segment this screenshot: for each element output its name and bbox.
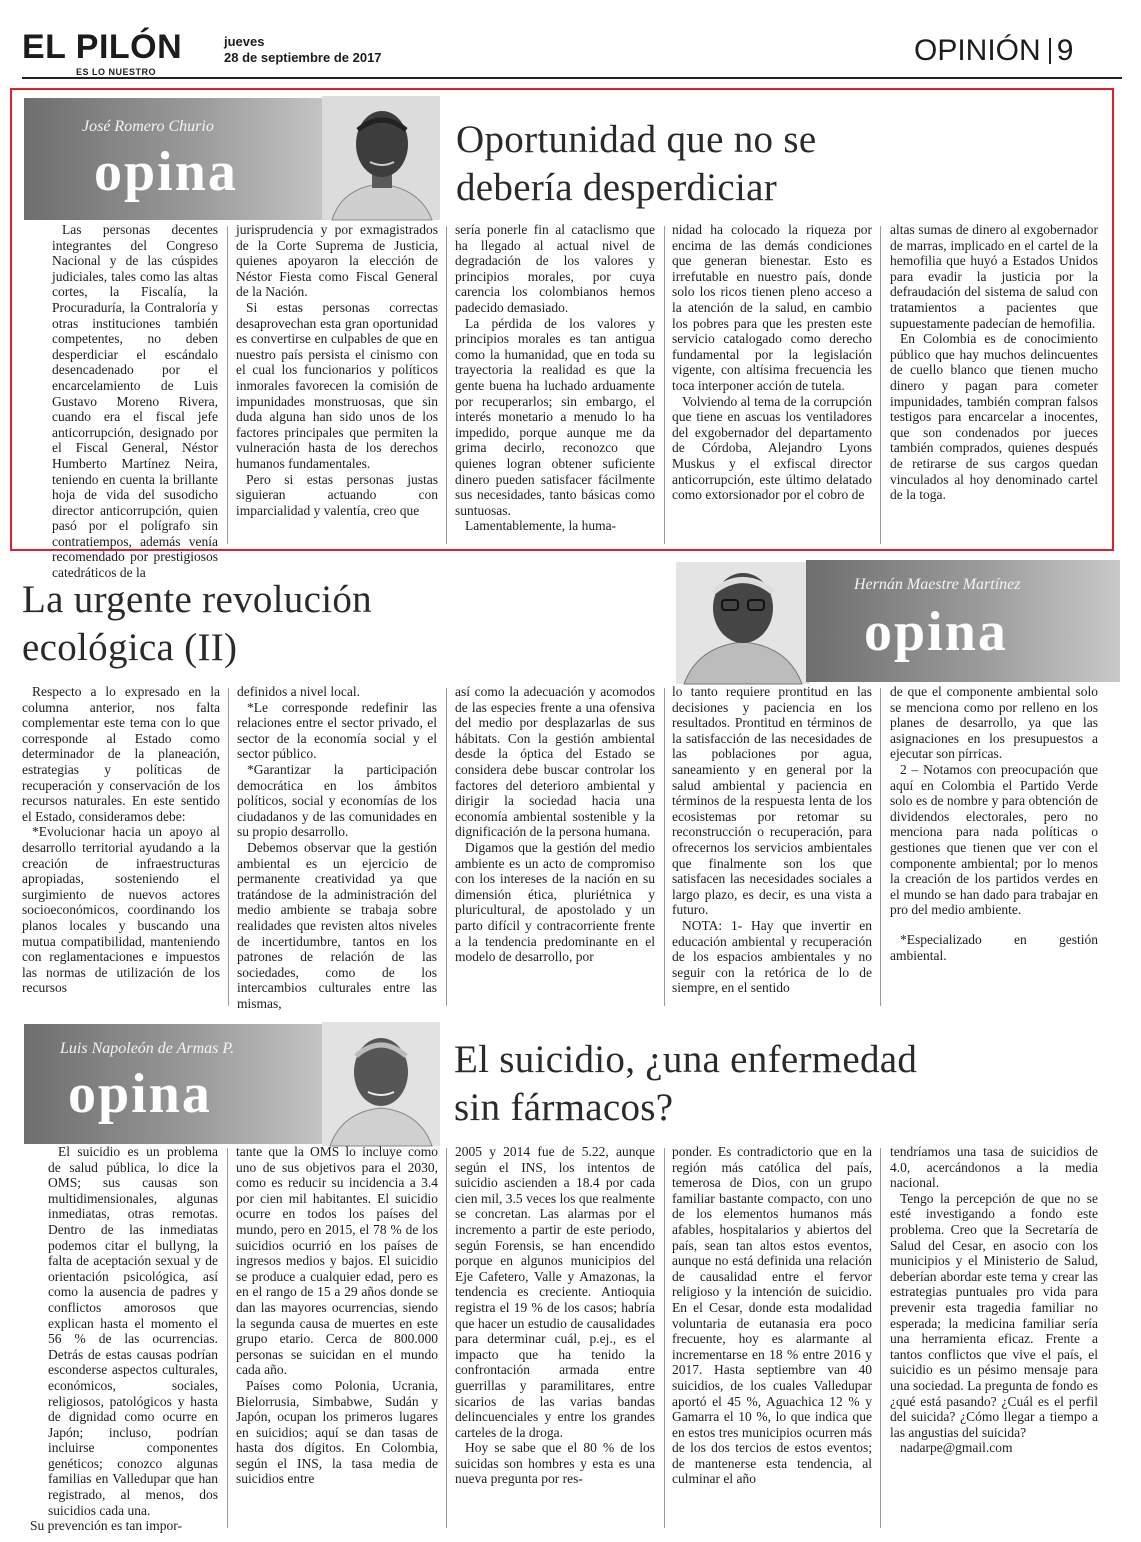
headline-2-line-1: La urgente revolución (22, 578, 372, 621)
paragraph: Lamentablemente, la huma- (465, 518, 617, 534)
opina-banner-3 (24, 1024, 337, 1144)
author-photo-2 (676, 562, 810, 684)
paragraph: Hoy se sabe que el 80 % de los suicidas son hombres y esta es una nueva pregunta por res- (455, 1440, 655, 1487)
paragraph: Si estas personas correctas desaprovechan esta gran oportunidad es convertirse en culpables de que en nuestro país persista el cinismo con el cual los funcionarios y políticos inmorales favorecen la comisión de impunidades monstruosas, que sin duda alguna han sido unos de los factores principales que permiten la vulneración hasta de los derechos humanos fundamentales. (236, 299, 438, 471)
author-photo-3 (322, 1022, 440, 1146)
paragraph: lo tanto requiere prontitud en las decisiones y paciencia en los resultados. Prontitud en términos de la satisfacción de las necesidades de las poblaciones por agua, saneamiento y en general por la salud ambiental y paciencia en términos de la respuesta lenta de los ecosistemas por retomar su reconstrucción o recuperación, para ofrecernos los servicios ambientales que finalmente son los que satisfacen las necesidades sociales a largo plazo, es decir, es una vista a futuro. (672, 684, 872, 918)
paragraph: *Evolucionar hacia un apoyo al desarrollo territorial ayudando a la creación de infraestructuras apropiadas, sosteniendo el surgimiento de nuevos actores socioeconómicos, coordinando los planos locales y buscando una mutua compatibilidad, manteniendo con reglamentaciones e impuestos las normas de utilización de los recursos (22, 824, 220, 996)
column-divider (227, 1148, 228, 1528)
paragraph: *Garantizar la participación democrática en los ámbitos políticos, social y economías de los ciudadanos y de las comunidades en su propio desarrollo. (237, 761, 437, 840)
opina-label-2: opina (864, 601, 1008, 663)
opina-banner-2 (806, 560, 1120, 682)
section-header (914, 34, 1073, 68)
article-2-column-1 (22, 684, 220, 1008)
article-2-column-5 (890, 684, 1098, 1008)
article-3-column-1 (20, 1144, 218, 1534)
headline-1-line-1: Oportunidad que no se (456, 118, 817, 161)
paragraph: Su prevención es tan impor- (30, 1518, 182, 1534)
paragraph: Países como Polonia, Ucrania, Bielorrusia, Simbabwe, Sudán y Japón, ocupan los primeros lugares en suicidios; aquí se dan tasas de hasta dos dígitos. En Colombia, según el INS, la tasa media de suicidios entre (236, 1377, 438, 1487)
paragraph: así como la adecuación y acomodos de las especies frente a una ofensiva del medio por desplazarlas de sus hábitats. Con la gestión ambiental desde la óptica del Estado se considera debe buscar controlar los factores del deterioro ambiental y dirigir la sociedad hacia una economía ambiental sostenible y la dignificación de la persona humana. (455, 684, 655, 840)
column-divider (880, 688, 881, 1006)
paragraph: En Colombia es de conocimiento público que hay muchos delincuentes de cuello blanco que tienen mucho dinero y pagan para cometer impunidades, también compran falsos testigos para encarcelar a inocentes, que son condenados por jueces también comprados, quienes después de retirarse de sus cargos quedan vinculados al hoy denominado cartel de la toga. (890, 331, 1098, 503)
masthead-rule (22, 77, 1122, 79)
opina-label-3: opina (68, 1063, 212, 1125)
article-3-column-3 (455, 1144, 655, 1530)
column-divider (228, 688, 229, 1006)
issue-day: jueves (224, 34, 265, 49)
section-divider (1049, 38, 1051, 64)
article-1-column-1 (20, 222, 218, 581)
newspaper-logo: EL PILÓN (22, 28, 183, 66)
opina-banner-1 (24, 98, 337, 220)
article-3-column-4 (672, 1144, 872, 1530)
paragraph: Las personas decentes integrantes del Congreso Nacional y de las cúspides judiciales, tales como las altas cortes, la Fiscalía, la Procuraduría, la Contraloría y otras instituciones también competentes, no deben desperdiciar el escándalo desencadenado por el encarcelamiento de Luis Gustavo Moreno Rivera, cuando era el fiscal jefe anticorrupción, designado por el Fiscal General, Néstor Humberto Martínez Neira, teniendo en cuenta la brillante hoja de vida del susodicho director anticorrupción, quien pasó por el polígrafo sin contratiempos, además venía recomendado por prestigiosos catedráticos de la (52, 222, 218, 581)
author-email: nadarpe@gmail.com (900, 1440, 1013, 1456)
paragraph: NOTA: 1- Hay que invertir en educación ambiental y recuperación de los espacios ambientales y no seguir con la retórica de lo de siempre, en el sentido (672, 917, 872, 996)
article-1-column-4 (672, 222, 872, 546)
paragraph: sería ponerle fin al cataclismo que ha llegado al actual nivel de degradación de los valores y principios morales, por cuya carencia los colombianos hemos padecido demasiado. (455, 222, 655, 315)
article-1-column-3 (455, 222, 655, 546)
paragraph: *Le corresponde redefinir las relaciones entre el sector privado, el sector de la economía social y el sector público. (237, 699, 437, 762)
column-divider (664, 688, 665, 1006)
headline-3-line-1: El suicidio, ¿una enfermedad (454, 1038, 918, 1081)
page-number: 9 (1056, 34, 1074, 67)
paragraph: de que el componente ambiental solo se menciona como por relleno en los planes de desarrollo, ya que las asignaciones en los presupuestos a ejecutar son pírricas. (890, 684, 1098, 762)
paragraph: Tengo la percepción de que no se esté investigando a fondo este problema. Creo que la Secretaría de Salud del Cesar, en asocio con los municipios y el Ministerio de Salud, deberían abordar este tema y crear las estrategias puntuales pro vida para prevenir esta tragedia familiar no esperada; la medicina familiar sería una herramienta eficaz. Frente a tantos conflictos que vive el país, el suicidio es un pésimo mensaje para una sociedad. La pregunta de fondo es ¿qué está pasando? ¿Cuál es el perfil del suicida? ¿Cómo llegar a tiempo a las angustias del suicida? (890, 1190, 1098, 1440)
issue-date: 28 de septiembre de 2017 (224, 50, 382, 65)
paragraph: definidos a nivel local. (237, 684, 360, 699)
footnote: *Especializado en gestión ambiental. (890, 931, 1098, 963)
paragraph: 2 – Notamos con preocupación que aquí en Colombia el Partido Verde solo es de nombre y para obtención de dividendos electorales, pero no menciona para nada políticas o gestiones que tienen que ver con el componente ambiental; por lo menos la creación de los partidos verdes en el mundo se han dado para trabajar en pro del medio ambiente. (890, 761, 1098, 918)
opina-label-1: opina (94, 141, 238, 203)
column-divider (446, 226, 447, 544)
column-divider (227, 226, 228, 544)
author-photo-1 (322, 96, 440, 220)
author-name-1: José Romero Churio (82, 118, 214, 135)
paragraph: Debemos observar que la gestión ambiental es un ejercicio de permanente creatividad ya que tratándose de la administración del medio ambiente se trabaja sobre realidades que revisten altos niveles de incertidumbre, tantos en los patrones de relación de las sociedades, como de los intercambios culturales entre las mismas, (237, 839, 437, 1011)
headline-1-line-2: debería desperdiciar (456, 166, 778, 209)
paragraph: 2005 y 2014 fue de 5.22, aunque según el INS, los intentos de suicidio ascienden a 18.4 por cada cien mil, 3.5 veces los que realmente se concretan. Las alarmas por el incremento a partir de este periodo, según Forensis, se han encendido porque en algunos municipios del Eje Cafetero, Valle y Amazonas, la tendencia es creciente. Antioquia registra el 19 % de los casos; habría que hacer un estudio de causalidades para determinar cuál, p.ej., es el impacto que ha tenido la confrontación armada entre guerrillas y paramilitares, entre sicarios de las varias bandas delincuenciales y entre los grandes carteles de la droga. (455, 1144, 655, 1440)
paragraph (890, 918, 1098, 932)
article-2-headline (22, 576, 662, 672)
author-name-2: Hernán Maestre Martínez (854, 576, 1021, 593)
column-divider (880, 226, 881, 544)
paragraph: tendríamos una tasa de suicidios de 4.0, acercándonos a la media nacional. (890, 1144, 1098, 1191)
column-divider (664, 226, 665, 544)
headline-3-line-2: sin fármacos? (454, 1086, 674, 1129)
column-divider (664, 1148, 665, 1528)
paragraph: altas sumas de dinero al exgobernador de marras, implicado en el cartel de la hemofilia que huyó a Estados Unidos para evadir la justicia por la defraudación del sistema de salud con tratamientos a pacientes que supuestamente padecían de hemofilia. (890, 222, 1098, 331)
headline-2-line-2: ecológica (II) (22, 626, 238, 669)
author-name-3: Luis Napoleón de Armas P. (60, 1040, 235, 1057)
paragraph: Pero si estas personas justas siguieran actuando con imparcialidad y valentía, creo que (236, 471, 438, 518)
article-1-column-2 (236, 222, 438, 546)
paragraph: tante que la OMS lo incluye como uno de sus objetivos para el 2030, como es reducir su incidencia a 3.4 por cien mil habitantes. El suicidio ocurre en todos los países del mundo, pero en 2015, el 78 % de los suicidios ocurrió en los países de ingresos medios y bajos. El suicidio se produce a cualquier edad, pero es en el rango de 15 a 29 años donde se dan las mayores ocurrencias, siendo la segunda causa de muertes en este grupo etario. Cerca de 800.000 personas se suicidan en el mundo cada año. (236, 1144, 438, 1378)
newspaper-tagline: ES LO NUESTRO (76, 67, 157, 77)
paragraph: Digamos que la gestión del medio ambiente es un acto de compromiso con los intereses de la nación en su dimensión ética, pluriétnica y pluricultural, de apostolado y un parto difícil y contracorriente frente a la tendencia predominante en el modelo de desarrollo, por (455, 839, 655, 965)
article-2-column-4 (672, 684, 872, 1008)
paragraph: El suicidio es un problema de salud pública, lo dice la OMS; sus causas son multidimensionales, algunas inmediatas, otras remotas. Dentro de las inmediatas podemos citar el bullyng, la falta de aceptación sexual y de orientación psicológica, así como la ausencia de padres y conflictos amorosos que explican hasta el momento el 56 % de las ocurrencias. Detrás de estas causas podrían esconderse aspectos culturales, económicos, sociales, religiosos, patológicos y hasta de dignidad como ocurre en Japón; incluso, podrían incluirse componentes genéticos; conozco algunas familias en Valledupar que han registrado, al menos, dos suicidios cada una. (48, 1144, 218, 1518)
column-divider (880, 1148, 881, 1528)
paragraph: jurisprudencia y por exmagistrados de la Corte Suprema de Justicia, quienes apoyaron la elección de Néstor Fiesta como Fiscal General de la Nación. (236, 222, 438, 300)
paragraph: Volviendo al tema de la corrupción que tiene en ascuas los ventiladores del exgobernador del departamento de Córdoba, Alejandro Lyons Muskus y el exfiscal director anticorrupción, este último delatado como extorsionador por el cobro de (672, 393, 872, 503)
article-2-column-3 (455, 684, 655, 1008)
column-divider (446, 688, 447, 1006)
article-3-column-5 (890, 1144, 1098, 1530)
article-1-headline (456, 116, 1096, 212)
section-name: OPINIÓN (914, 34, 1041, 67)
paragraph: nidad ha colocado la riqueza por encima de las demás condiciones que generan bienestar. Esto es irrefutable en nuestro país, donde solo los ricos tienen pleno acceso a la atención de la salud, en cambio los pobres para que les presten este servicio catalogado como derecho fundamental por la legislación vigente, con altísima frecuencia les toca interponer acción de tutela. (672, 222, 872, 393)
paragraph: La pérdida de los valores y principios morales es tan antigua como la humanidad, que en toda su trayectoria la realidad es que la gente buena ha luchado arduamente por recuperarlos; sin embargo, el interés monetario a menudo lo ha impedido, porque aunque me da grima decirlo, reconozco que quienes logran obtener suficiente dinero pueden satisfacer fácilmente sus necesidades, tanto básicas como suntuosas. (455, 315, 655, 518)
paragraph: Respecto a lo expresado en la columna anterior, nos falta complementar este tema con lo que corresponde al Estado como determinador de la planeación, estrategias y políticas de recuperación y conservación de los recursos naturales. En este sentido el Estado, consideramos debe: (22, 684, 220, 824)
paragraph: ponder. Es contradictorio que en la región más católica del país, temerosa de Dios, con un grupo familiar bastante compacto, con uno de los elementos humanos más afables, hospitalarios y abiertos del país, sean tan altos estos eventos, aunque no está definida una relación de causalidad entre el fervor religioso y la intención de suicidio. En el Cesar, donde esta modalidad voluntaria de eutanasia era poco frecuente, hoy es alarmante al incrementarse en 18 % entre 2016 y 2017. Hasta septiembre van 40 suicidios, de los cuales Valledupar aportó el 45 %, Aguachica 12 % y Gamarra el 10 %, lo que indica que en estos tres municipios ocurren más de los dos tercios de estos eventos; de mantenerse esta tendencia, al culminar el año (672, 1144, 872, 1487)
article-3-column-2 (236, 1144, 438, 1530)
article-1-column-5 (890, 222, 1098, 546)
article-3-headline (454, 1036, 1094, 1132)
article-2-column-2 (237, 684, 437, 1011)
column-divider (446, 1148, 447, 1528)
